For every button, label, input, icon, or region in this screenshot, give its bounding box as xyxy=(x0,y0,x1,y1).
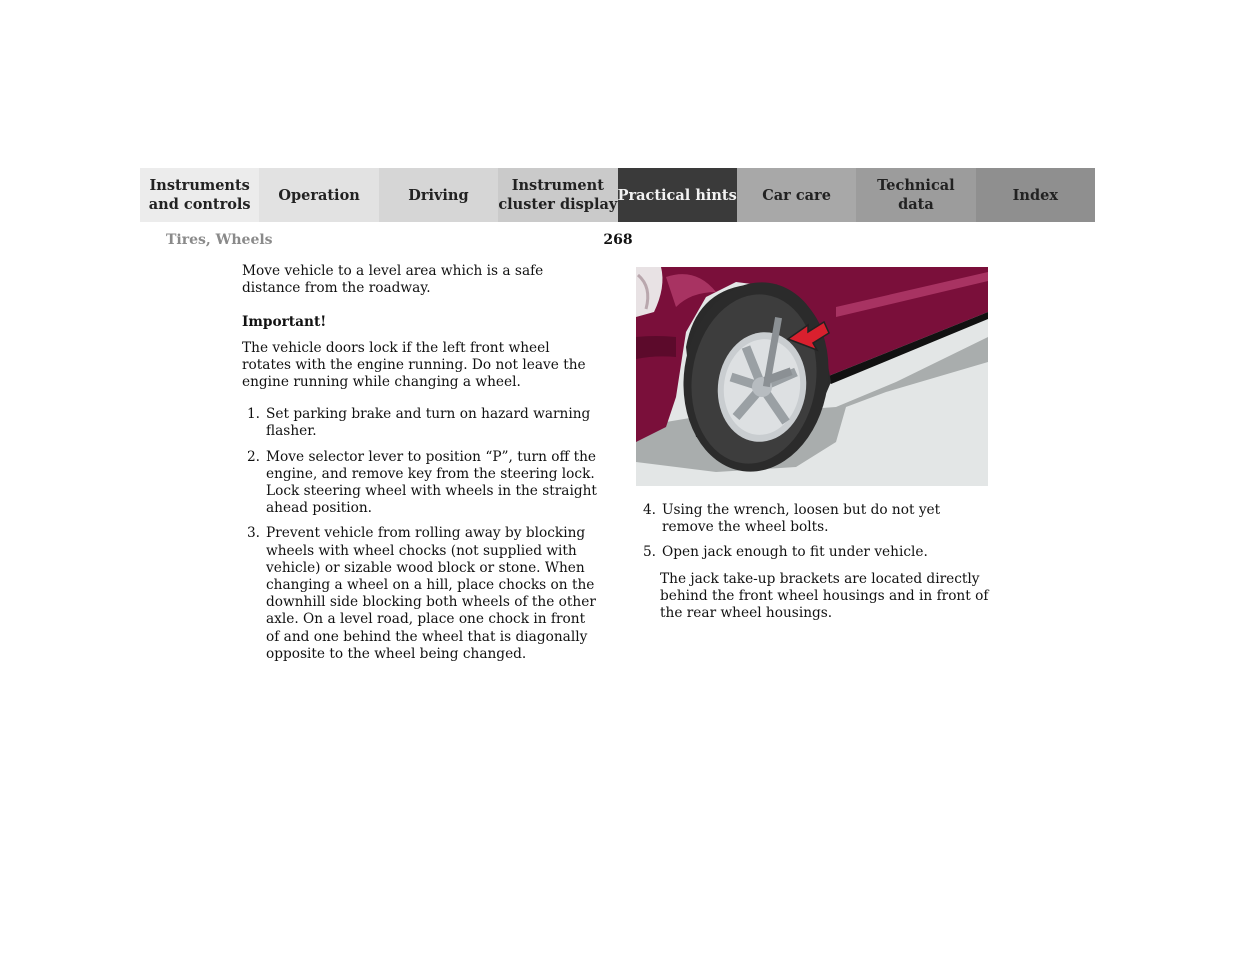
list-item xyxy=(242,449,602,518)
steps-list-left xyxy=(242,406,602,663)
list-item xyxy=(242,406,602,440)
tab-operation[interactable]: Operation xyxy=(259,168,378,222)
step-number: 2. xyxy=(246,448,260,465)
step-number: 1. xyxy=(246,406,260,423)
illustration-svg xyxy=(636,267,988,486)
jack-note: The jack take-up brackets are located directly behind the front wheel housings and in front of the rear wheel housings. xyxy=(660,570,989,622)
tab-index[interactable]: Index xyxy=(976,168,1095,222)
steps-list-right xyxy=(638,502,993,562)
tab-technical-data[interactable]: Technical data xyxy=(856,168,975,222)
step-text: Open jack enough to fit under vehicle. xyxy=(662,544,928,561)
step-text: Move selector lever to position “P”, turn off the engine, and remove key from the steering lock. Lock steering wheel with wheels in the straight ahead position. xyxy=(266,448,597,517)
chapter-tabs xyxy=(140,168,1095,222)
tab-instruments-and-controls[interactable]: Instruments and controls xyxy=(140,168,259,222)
tab-practical-hints[interactable]: Practical hints xyxy=(618,168,737,222)
step-number: 3. xyxy=(246,525,260,542)
important-heading: Important! xyxy=(242,314,327,331)
step-text: Using the wrench, loosen but do not yet remove the wheel bolts. xyxy=(662,502,941,536)
section-title: Tires, Wheels xyxy=(166,232,273,248)
tab-driving[interactable]: Driving xyxy=(379,168,498,222)
step-number: 5. xyxy=(642,544,656,561)
right-column xyxy=(638,502,993,622)
important-paragraph: The vehicle doors lock if the left front wheel rotates with the engine running. Do not leave the engine running while changing a wheel. xyxy=(242,339,586,391)
list-item xyxy=(638,544,993,561)
list-item xyxy=(638,502,993,536)
step-number: 4. xyxy=(642,502,656,518)
tab-car-care[interactable]: Car care xyxy=(737,168,856,222)
page-number: 268 xyxy=(603,232,633,248)
tab-instrument-cluster-display[interactable]: Instrument cluster display xyxy=(498,168,617,222)
step-text: Set parking brake and turn on hazard warning flasher. xyxy=(266,406,591,440)
step-text: Prevent vehicle from rolling away by blocking wheels with wheel chocks (not supplied with vehicle) or sizable wood block or stone. When changing a wheel on a hill, place chocks on the downhill side blocking both wheels of the other axle. On a level road, place one chock in front of and one behind the wheel that is diagonally opposite to the wheel being changed. xyxy=(266,525,596,662)
wheel-wrench-illustration xyxy=(636,267,988,486)
intro-paragraph: Move vehicle to a level area which is a safe distance from the roadway. xyxy=(242,263,544,297)
list-item xyxy=(242,525,602,663)
left-column xyxy=(242,263,602,671)
